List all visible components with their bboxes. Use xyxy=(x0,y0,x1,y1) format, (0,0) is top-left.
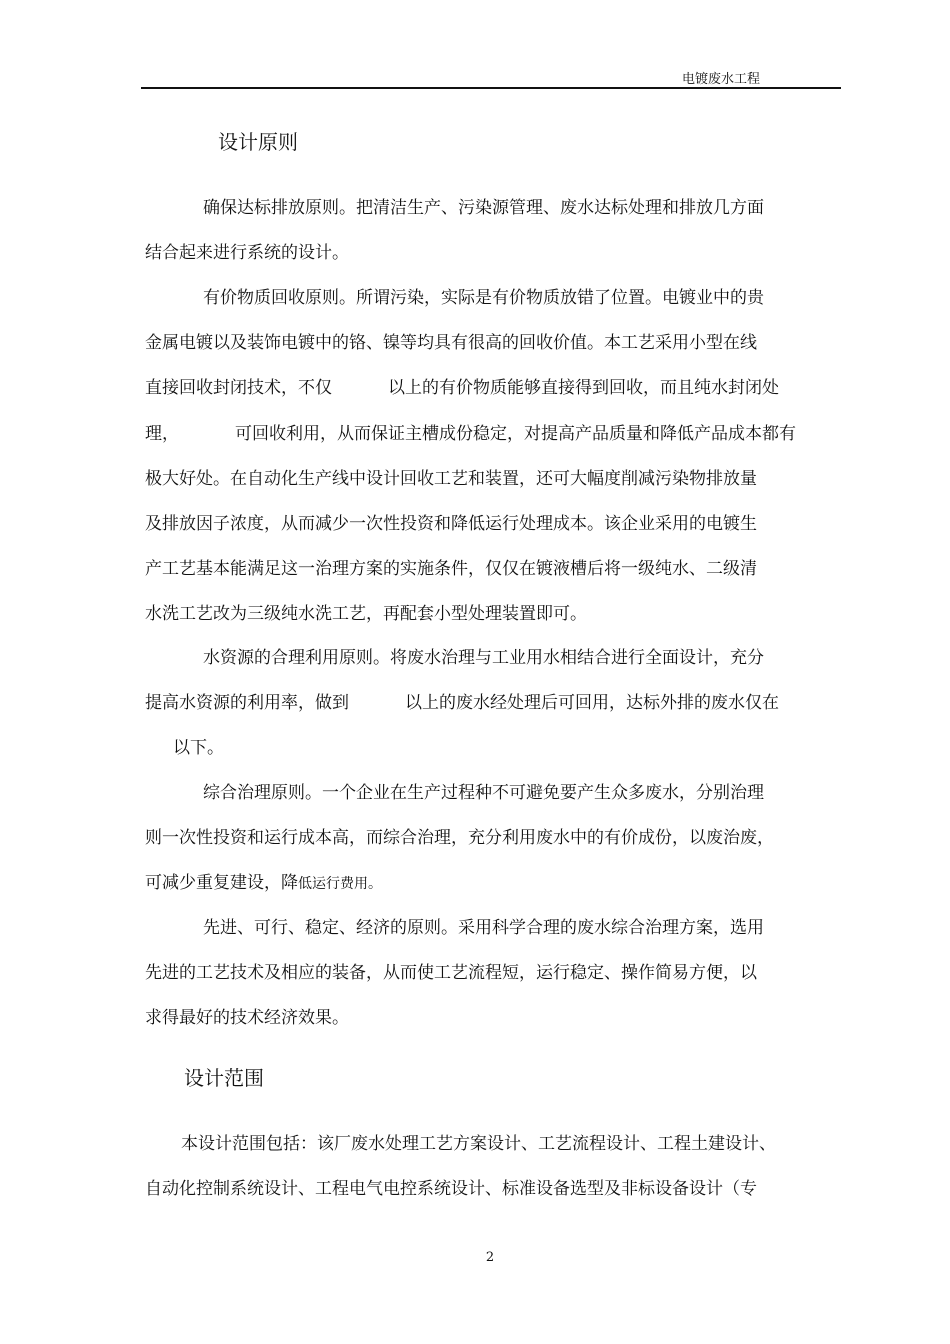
text-line: 以下。 xyxy=(173,738,224,759)
page-number: 2 xyxy=(485,1250,495,1265)
paragraph-design-scope xyxy=(145,1122,837,1212)
section-heading-design-principles: 设计原则 xyxy=(218,130,298,154)
paragraph-discharge-standard xyxy=(145,186,837,276)
header-rule xyxy=(141,87,841,89)
text-line: 极大好处。在自动化生产线中设计回收工艺和装置，还可大幅度削减污染物排放量 xyxy=(145,468,757,489)
text-line: 可减少重复建设，降低运行费用。 xyxy=(145,873,382,894)
text-line: 提高水资源的利用率，做到 以上的废水经处理后可回用，达标外排的废水仅在 xyxy=(145,693,779,714)
section-heading-design-scope: 设计范围 xyxy=(184,1066,264,1090)
text-line: 结合起来进行系统的设计。 xyxy=(145,243,349,264)
text-line: 先进、可行、稳定、经济的原则。采用科学合理的废水综合治理方案，选用 xyxy=(203,918,764,938)
text-line: 则一次性投资和运行成本高，而综合治理，充分利用废水中的有价成份，以废治废， xyxy=(145,828,774,849)
text-line: 自动化控制系统设计、工程电气电控系统设计、标准设备选型及非标设备设计（专 xyxy=(145,1179,757,1200)
text-line: 金属电镀以及装饰电镀中的铬、镍等均具有很高的回收价值。本工艺采用小型在线 xyxy=(145,333,757,354)
text-line: 水资源的合理利用原则。将废水治理与工业用水相结合进行全面设计，充分 xyxy=(203,648,764,668)
text-line: 综合治理原则。一个企业在生产过程种不可避免要产生众多废水，分别治理 xyxy=(203,783,764,803)
text-line: 确保达标排放原则。把清洁生产、污染源管理、废水达标处理和排放几方面 xyxy=(203,198,764,218)
text-line: 先进的工艺技术及相应的装备，从而使工艺流程短，运行稳定、操作简易方便，以 xyxy=(145,963,757,984)
text-line: 及排放因子浓度，从而减少一次性投资和降低运行处理成本。该企业采用的电镀生 xyxy=(145,514,757,535)
paragraph-water-reuse xyxy=(145,636,837,772)
text-line: 产工艺基本能满足这一治理方案的实施条件，仅仅在镀液槽后将一级纯水、二级清 xyxy=(145,559,757,580)
text-line: 有价物质回收原则。所谓污染，实际是有价物质放错了位置。电镀业中的贵 xyxy=(203,288,764,308)
text-line: 理， 可回收利用，从而保证主槽成份稳定，对提高产品质量和降低产品成本都有 xyxy=(145,423,796,444)
paragraph-advanced-feasible xyxy=(145,906,837,1042)
running-header: 电镀废水工程 xyxy=(681,72,760,87)
text-line: 直接回收封闭技术，不仅 以上的有价物质能够直接得到回收，而且纯水封闭处 xyxy=(145,378,779,399)
text-line: 求得最好的技术经济效果。 xyxy=(145,1008,349,1029)
text-line: 水洗工艺改为三级纯水洗工艺，再配套小型处理装置即可。 xyxy=(145,604,587,625)
paragraph-integrated-treatment xyxy=(145,771,837,908)
paragraph-recovery xyxy=(145,276,837,638)
text-line: 本设计范围包括：该厂废水处理工艺方案设计、工艺流程设计、工程土建设计、 xyxy=(181,1134,776,1154)
